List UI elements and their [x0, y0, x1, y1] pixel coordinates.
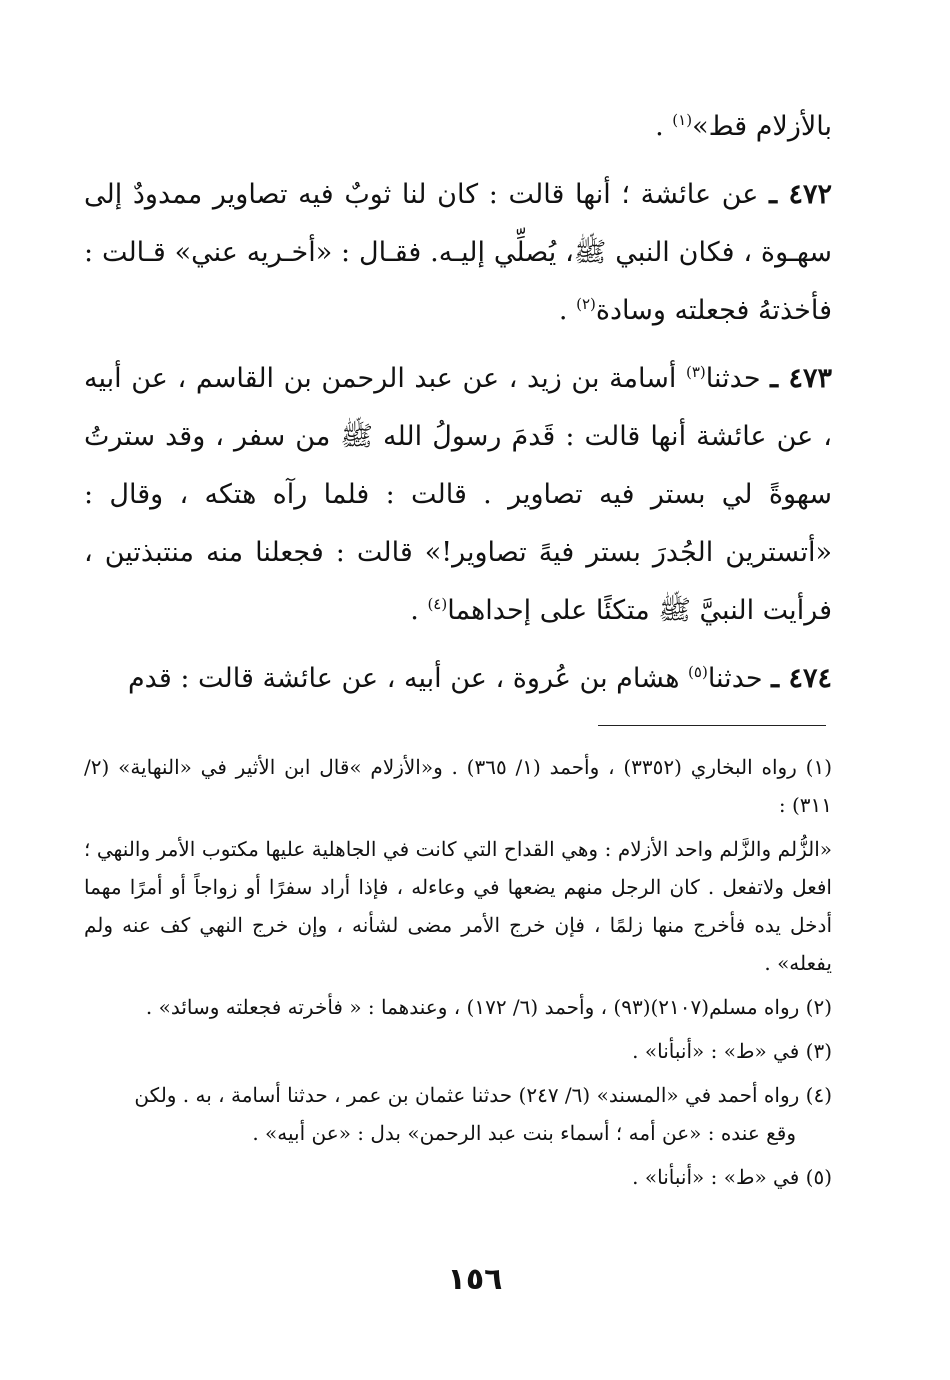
- hadith-number: ٤٧٢ ـ: [769, 179, 832, 210]
- hadith-text: عن عائشة ؛ أنها قالت : كان لنا ثوبٌ فيه تصاوير ممدودٌ إلى سهـوة ، فكان النبي ﷺ، يُصلِّي إليـه. فقـال : «أخـريه عني» قـالت : فأخذتهُ فجعلته وسادة: [84, 179, 832, 326]
- hadith-473: [84, 350, 832, 640]
- footnote-ref-4: (٤): [427, 595, 448, 613]
- footnote-1-quote: «الزُّلم والزَّلم واحد الأزلام : وهي القداح التي كانت في الجاهلية عليها مكتوب الأمر والنهي ؛ افعل ولاتفعل . كان الرجل منهم يضعها في وعاءله ، فإذا أراد سفرًا أو زواجاً أو أمرًا مهما أدخل يده فأخرج منها زلمًا ، فإن خرج الأمر مضى لشأنه ، وإن خرج النهي كف عنه ولم يفعله» .: [84, 837, 832, 975]
- footnote-ref-5: (٥): [688, 663, 708, 681]
- hadith-text: أسامة بن زيد ، عن عبد الرحمن بن القاسم ، عن أبيه ، عن عائشة أنها قالت : قَدمَ رسولُ الله ﷺ من سفر ، وقد سترتُ سهوةً لي بستر فيه تصاوير . قالت : فلما رآه هتكه ، وقال : «أتسترين الجُدرَ بستر فيهً تصاوير!» قالت : فجعلنا منه منتبذتين ، فرأيت النبيَّ ﷺ متكئًا على إحداهما: [84, 363, 833, 626]
- hadith-prefix: حدثنا: [705, 363, 761, 394]
- sentence-end: .: [410, 595, 428, 626]
- footnote-ref-2: (٢): [576, 295, 596, 313]
- footnote-4: (٤) رواه أحمد في «المسند» (٦/ ٢٤٧) حدثنا عثمان بن عمر ، حدثنا أسامة ، به . ولكن: [134, 1083, 832, 1107]
- footnote-ref-1: (١): [672, 111, 693, 129]
- page-number: ١٥٦: [447, 1262, 503, 1297]
- footnote-3: (٣) في «ط» : «أنبأنا» .: [632, 1039, 832, 1063]
- hadith-text: هشام بن عُروة ، عن أبيه ، عن عائشة قالت : قدم: [127, 663, 689, 694]
- sentence-end: .: [655, 111, 673, 142]
- main-text: [84, 98, 832, 718]
- hadith-474: [84, 650, 832, 708]
- hadith-number: ٤٧٤ ـ: [771, 663, 832, 694]
- footnote-5: (٥) في «ط» : «أنبأنا» .: [632, 1165, 832, 1189]
- footnote-4-continuation: وقع عنده : «عن أمه ؛ أسماء بنت عبد الرحمن» بدل : «عن أبيه» .: [252, 1121, 796, 1145]
- hadith-text: بالأزلام قط»: [692, 111, 832, 142]
- footnote-ref-3: (٣): [685, 363, 706, 381]
- hadith-prefix: حدثنا: [707, 663, 763, 694]
- hadith-472: [84, 166, 832, 340]
- footnotes: [84, 748, 832, 1202]
- footnote-separator: [598, 725, 826, 726]
- hadith-number: ٤٧٣ ـ: [770, 363, 832, 394]
- footnote-1: (١) رواه البخاري (٣٣٥٢) ، وأحمد (١/ ٣٦٥) . و«الأزلام »قال ابن الأثير في «النهاية» (٢/ ٣١١) :: [84, 755, 832, 817]
- hadith-471-continuation: [84, 98, 832, 156]
- sentence-end: .: [558, 295, 577, 326]
- footnote-2: (٢) رواه مسلم(٢١٠٧)(٩٣) ، وأحمد (٦/ ١٧٢) ، وعندهما : « فأخرته فجعلته وسائد» .: [145, 995, 832, 1019]
